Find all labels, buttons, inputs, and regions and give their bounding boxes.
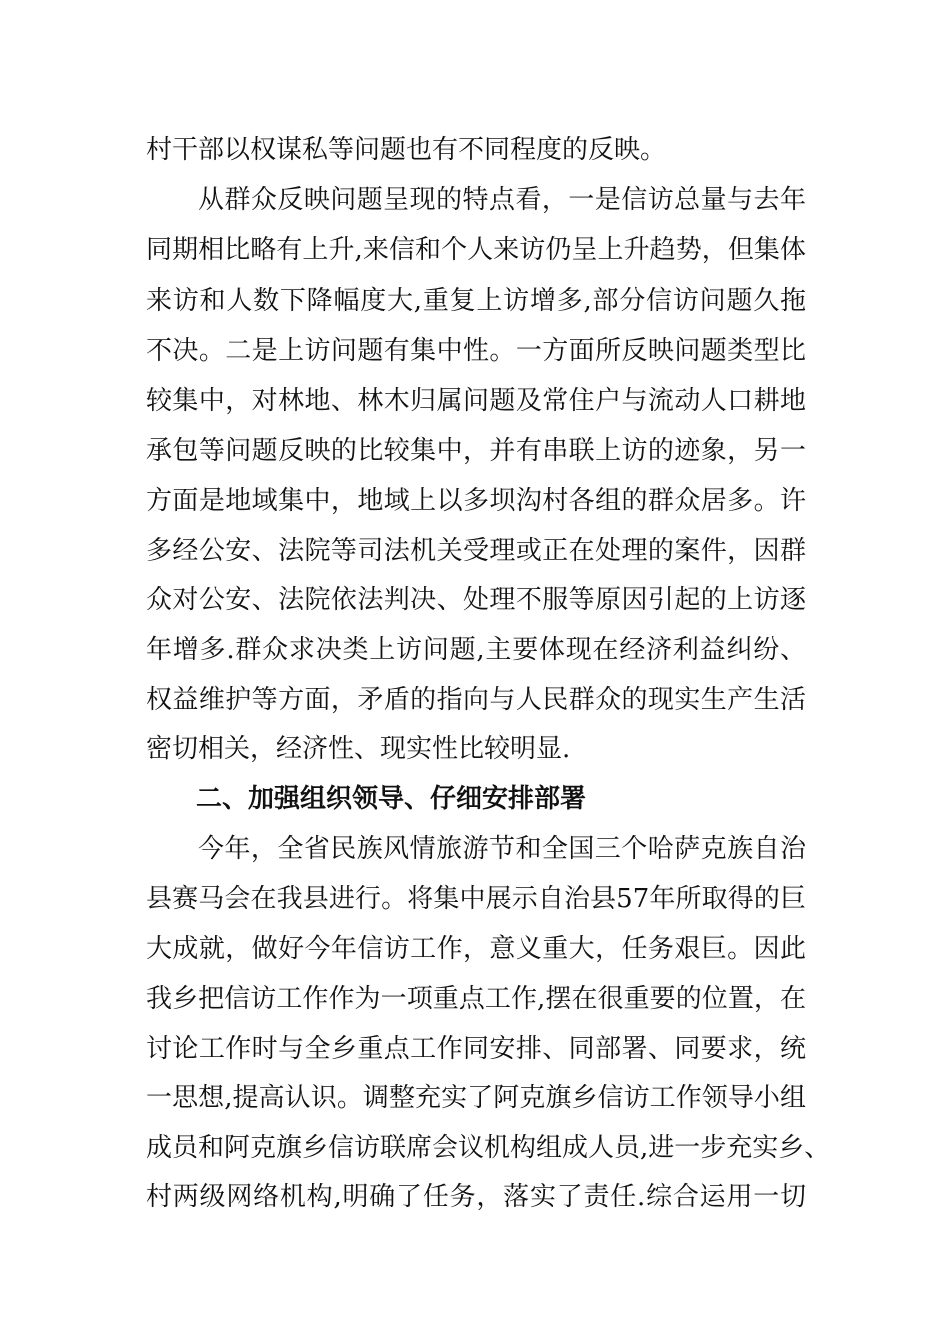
text-line: 一思想,提高认识。调整充实了阿克旗乡信访工作领导小组 [146, 1083, 806, 1113]
text-line: 大成就，做好今年信访工作，意义重大，任务艰巨。因此 [146, 934, 806, 964]
text-line: 县赛马会在我县进行。将集中展示自治县57年所取得的巨 [146, 884, 806, 914]
text-line: 密切相关，经济性、现实性比较明显. [146, 734, 571, 764]
text-line: 承包等问题反映的比较集中，并有串联上访的迹象，另一 [146, 436, 806, 466]
text-line: 村干部以权谋私等问题也有不同程度的反映。 [146, 135, 667, 165]
text-line: 较集中，对林地、林木归属问题及常住户与流动人口耕地 [146, 386, 806, 416]
section-heading: 二、加强组织领导、仔细安排部署 [196, 784, 587, 814]
text-line: 多经公安、法院等司法机关受理或正在处理的案件，因群 [146, 536, 806, 566]
text-line: 年增多.群众求决类上访问题,主要体现在经济利益纠纷、 [146, 635, 806, 665]
text-line: 来访和人数下降幅度大,重复上访增多,部分信访问题久拖 [146, 286, 806, 316]
text-line: 我乡把信访工作作为一项重点工作,摆在很重要的位置，在 [146, 984, 806, 1014]
text-line: 村两级网络机构,明确了任务，落实了责任.综合运用一切 [146, 1182, 806, 1212]
text-line: 成员和阿克旗乡信访联席会议机构组成人员,进一步充实乡、 [146, 1133, 831, 1163]
text-line: 众对公安、法院依法判决、处理不服等原因引起的上访逐 [146, 585, 806, 615]
text-line: 讨论工作时与全乡重点工作同安排、同部署、同要求，统 [146, 1034, 806, 1064]
text-line: 从群众反映问题呈现的特点看，一是信访总量与去年 [198, 185, 806, 215]
text-line: 今年，全省民族风情旅游节和全国三个哈萨克族自治 [198, 834, 806, 864]
text-line: 方面是地域集中，地域上以多坝沟村各组的群众居多。许 [146, 486, 806, 516]
text-line: 权益维护等方面，矛盾的指向与人民群众的现实生产生活 [146, 685, 806, 715]
text-line: 同期相比略有上升,来信和个人来访仍呈上升趋势，但集体 [146, 235, 806, 265]
text-line: 不决。二是上访问题有集中性。一方面所反映问题类型比 [146, 336, 806, 366]
